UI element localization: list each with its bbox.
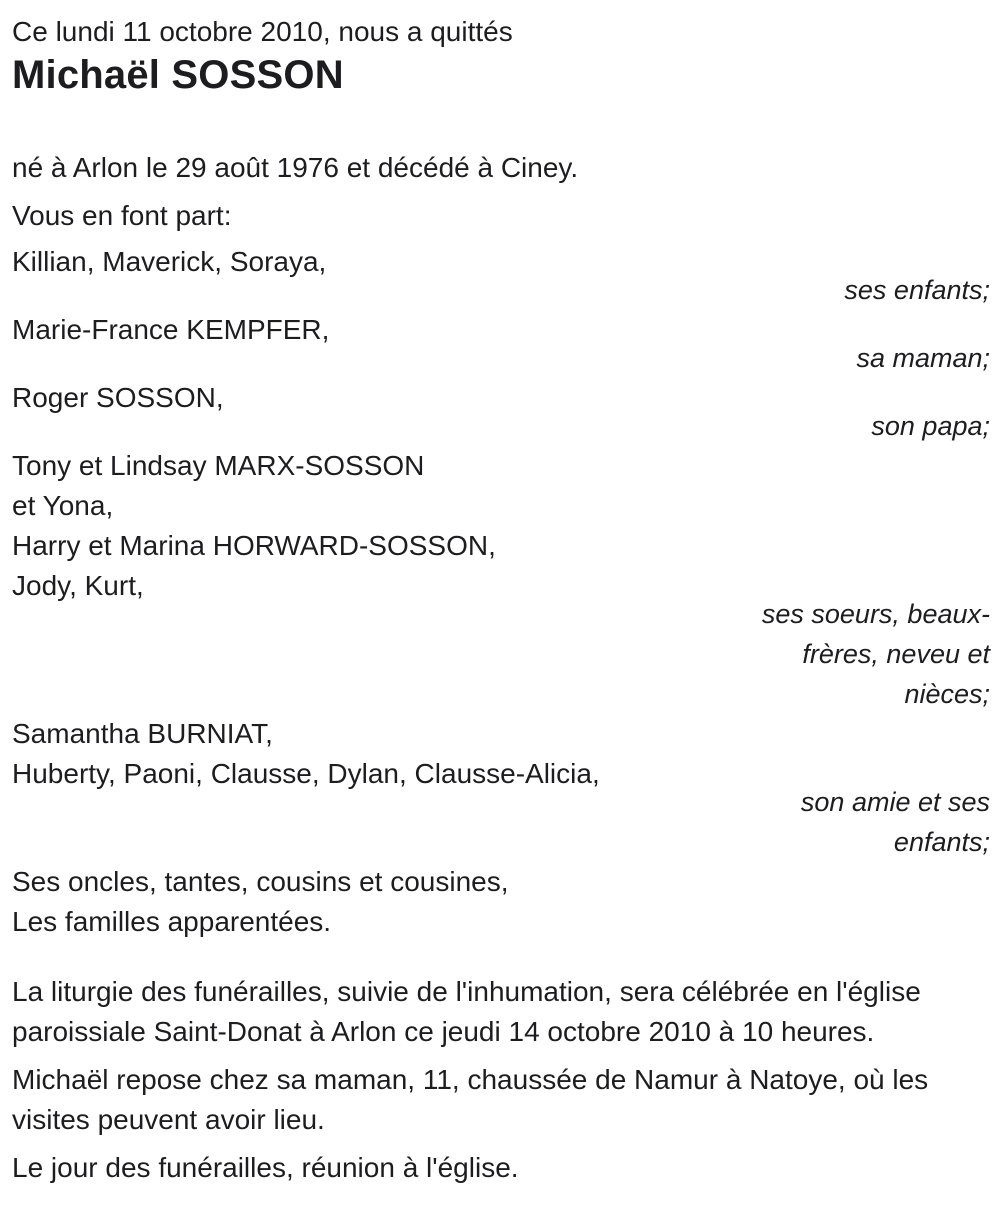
family-group-siblings — [12, 446, 990, 714]
relation-label: son amie et ses enfants; — [800, 787, 990, 857]
relation-label: ses enfants; — [844, 275, 990, 305]
names-line: et Yona, — [12, 490, 114, 521]
names-line: Les familles apparentées. — [12, 906, 332, 937]
deceased-name: Michaël SOSSON — [12, 53, 344, 97]
family-group-extended — [12, 862, 990, 942]
funeral-details — [12, 972, 990, 1188]
announcement-line: Vous en font part: — [12, 200, 232, 231]
birth-death-line: né à Arlon le 29 août 1976 et décédé à Ciney. — [12, 152, 579, 183]
meeting-paragraph: Le jour des funérailles, réunion à l'église. — [12, 1152, 519, 1183]
family-group-father — [12, 378, 990, 446]
repose-paragraph: Michaël repose chez sa maman, 11, chaussée de Namur à Natoye, où les visites peuvent avoir lieu. — [12, 1064, 929, 1135]
names-line: Jody, Kurt, — [12, 570, 144, 601]
names-line: Huberty, Paoni, Clausse, Dylan, Clausse-Alicia, — [12, 758, 600, 789]
relation-label: ses soeurs, beaux-frères, neveu et nièces; — [761, 599, 990, 709]
names-line: Samantha BURNIAT, — [12, 718, 273, 749]
names-line: Marie-France KEMPFER, — [12, 314, 330, 345]
relation-label: sa maman; — [856, 343, 990, 373]
family-group-friend — [12, 714, 990, 862]
family-group-children — [12, 242, 990, 310]
family-group-mother — [12, 310, 990, 378]
names-line: Ses oncles, tantes, cousins et cousines, — [12, 866, 509, 897]
names-line: Killian, Maverick, Soraya, — [12, 246, 327, 277]
names-line: Tony et Lindsay MARX-SOSSON — [12, 450, 425, 481]
names-line: Harry et Marina HORWARD-SOSSON, — [12, 530, 496, 561]
names-line: Roger SOSSON, — [12, 382, 224, 413]
ceremony-paragraph: La liturgie des funérailles, suivie de l'inhumation, sera célébrée en l'église paroissiale Saint-Donat à Arlon ce jeudi 14 octobre 2010 à 10 heures. — [12, 976, 921, 1047]
relation-label: son papa; — [871, 411, 990, 441]
intro-line: Ce lundi 11 octobre 2010, nous a quittés — [12, 16, 513, 47]
